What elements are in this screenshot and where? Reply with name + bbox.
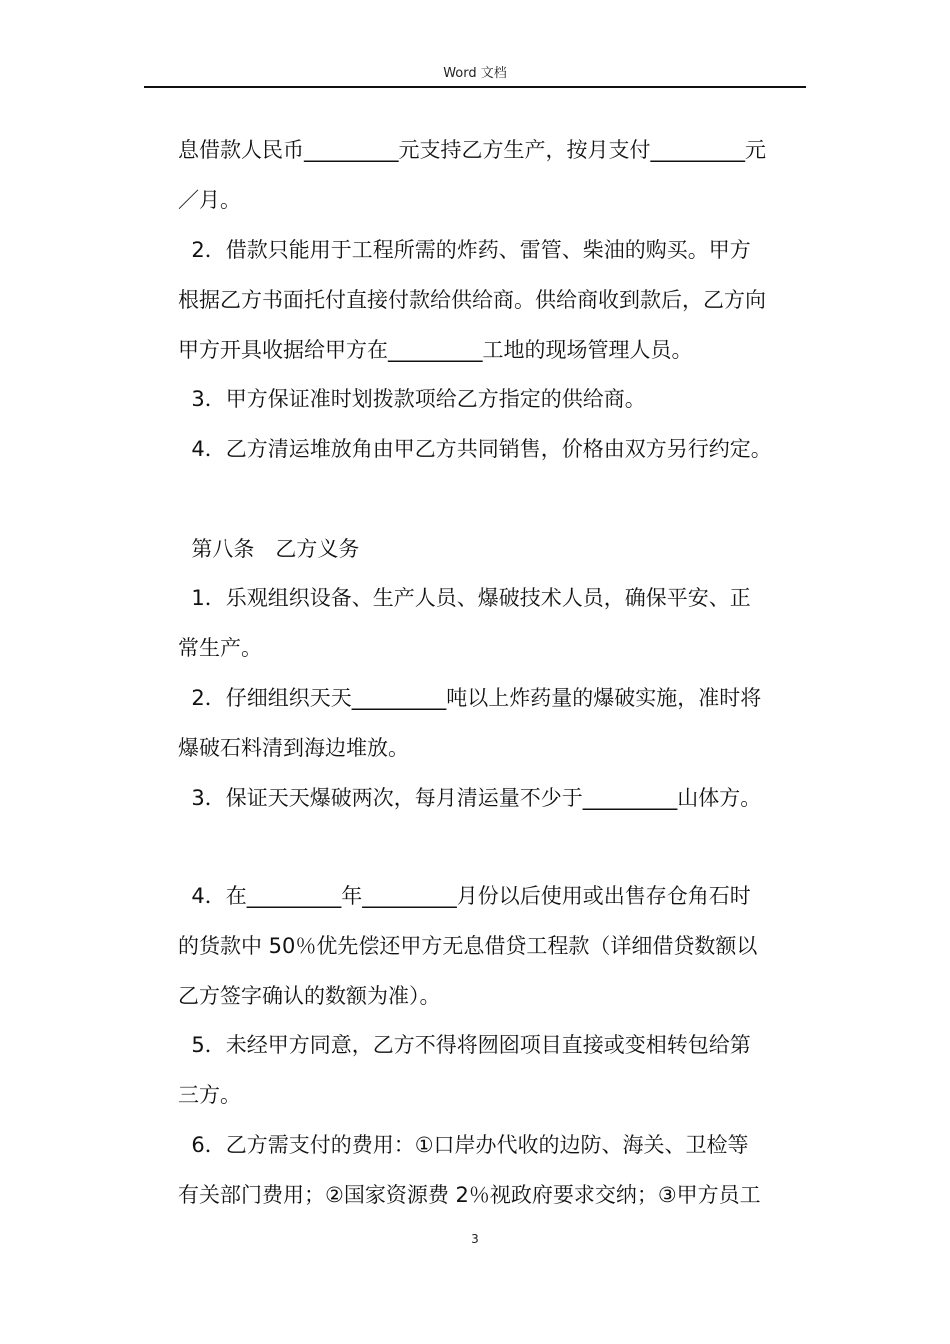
body-line: 常生产。	[178, 636, 262, 660]
body-line: 4．在_________年_________月份以后使用或出售存仓角石时	[178, 884, 751, 908]
body-line: 1．乐观组织设备、生产人员、爆破技术人员，确保平安、正	[178, 586, 751, 610]
body-line: 2．借款只能用于工程所需的炸药、雷管、柴油的购买。甲方	[178, 238, 751, 262]
section-heading: 第八条 乙方义务	[178, 537, 360, 561]
page-header: Word 文档	[443, 66, 507, 81]
body-line: 4．乙方清运堆放角由甲乙方共同销售，价格由双方另行约定。	[178, 437, 772, 461]
body-line: 甲方开具收据给甲方在_________工地的现场管理人员。	[178, 338, 693, 362]
body-line: 乙方签字确认的数额为准）。	[178, 984, 441, 1008]
body-line: 3．甲方保证准时划拨款项给乙方指定的供给商。	[178, 387, 646, 411]
page-number: 3	[471, 1232, 479, 1246]
body-line: 5．未经甲方同意，乙方不得将囫囵项目直接或变相转包给第	[178, 1033, 751, 1057]
body-line: 有关部门费用；②国家资源费 2％视政府要求交纳；③甲方员工	[178, 1183, 761, 1207]
header-divider	[144, 86, 806, 88]
body-line: 的货款中 50％优先偿还甲方无息借贷工程款（详细借贷数额以	[178, 934, 758, 958]
body-line: 2．仔细组织天天_________吨以上炸药量的爆破实施，准时将	[178, 686, 762, 710]
body-line: 三方。	[178, 1083, 241, 1107]
body-line: 6．乙方需支付的费用：①口岸办代收的边防、海关、卫检等	[178, 1133, 749, 1157]
body-line: 息借款人民币_________元支持乙方生产，按月支付_________元	[178, 138, 766, 162]
body-line: ／月。	[178, 188, 241, 212]
body-line: 根据乙方书面托付直接付款给供给商。供给商收到款后，乙方向	[178, 288, 766, 312]
body-line: 3．保证天天爆破两次，每月清运量不少于_________山体方。	[178, 786, 762, 810]
body-line: 爆破石料清到海边堆放。	[178, 736, 409, 760]
